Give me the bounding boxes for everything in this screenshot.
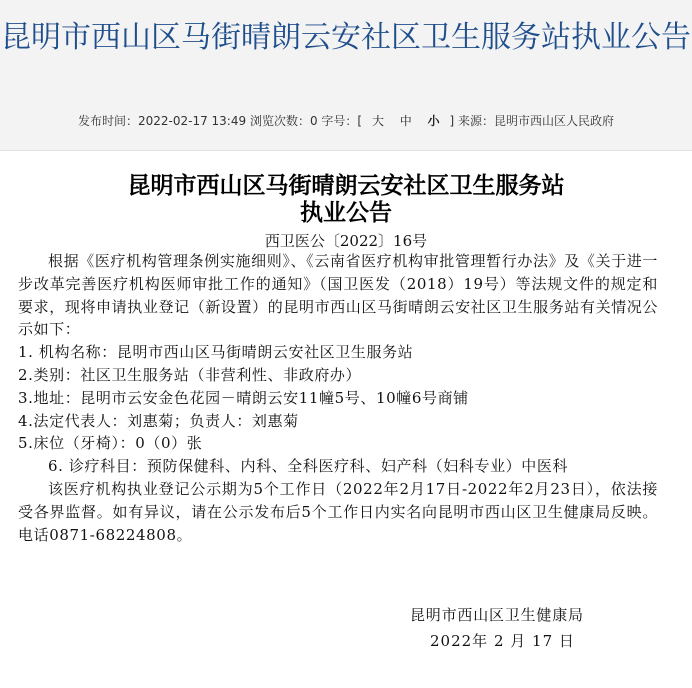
font-size-close-bracket: ] (449, 114, 455, 128)
article-content (0, 150, 692, 688)
intro-paragraph: 根据《医疗机构管理条例实施细则》、《云南省医疗机构审批管理暂行办法》及《关于进一步改革完善医疗机构医师审批工作的通知》（国卫医发（2018）19号）等法规文件的规定和要求，现将申请执业登记（新设置）的昆明市西山区马街晴朗云安社区卫生服务站有关情况公示如下： (18, 252, 658, 339)
publish-time: 发布时间：2022-02-17 13:49 (77, 114, 247, 128)
list-item: 1. 机构名称：昆明市西山区马街晴朗云安社区卫生服务站 (18, 343, 414, 362)
font-size-medium-button[interactable]: 中 (399, 114, 412, 128)
font-size-large-button[interactable]: 大 (371, 114, 384, 128)
closing-paragraph: 该医疗机构执业登记公示期为5个工作日（2022年2月17日-2022年2月23日），依法接受各界监督。如有异议，请在公示发布后5个工作日内实名向昆明市西山区卫生健康局反映。电话0871-68224808。 (18, 479, 658, 544)
document-title-line-1: 昆明市西山区马街晴朗云安社区卫生服务站 (127, 172, 565, 199)
font-size-small-button[interactable]: 小 (427, 114, 440, 128)
article-header (0, 0, 692, 151)
view-count: 浏览次数：0 (249, 114, 318, 128)
list-item: 4.法定代表人：刘惠菊；负责人：刘惠菊 (18, 411, 299, 430)
signature-date: 2022年 2 月 17 日 (430, 632, 575, 650)
article-source: 来源：昆明市西山区人民政府 (457, 114, 614, 128)
list-item: 5.床位（牙椅）：0（0）张 (18, 434, 203, 453)
article-meta (0, 112, 692, 129)
signature-organization: 昆明市西山区卫生健康局 (410, 606, 584, 624)
document-title (0, 172, 692, 226)
page-title: 昆明市西山区马街晴朗云安社区卫生服务站执业公告 (1, 20, 691, 55)
document-body (18, 250, 658, 546)
list-item: 3.地址：昆明市云安金色花园－晴朗云安11幢5号、10幢6号商铺 (18, 388, 469, 407)
document-title-line-2: 执业公告 (300, 199, 392, 226)
list-item: 6. 诊疗科目：预防保健科、内科、全科医疗科、妇产科（妇科专业）中医科 (48, 457, 569, 476)
list-item: 2.类别：社区卫生服务站（非营利性、非政府办） (18, 365, 362, 384)
document-number: 西卫医公〔2022〕16号 (264, 232, 428, 250)
font-size-label: 字号：[ (321, 114, 363, 128)
